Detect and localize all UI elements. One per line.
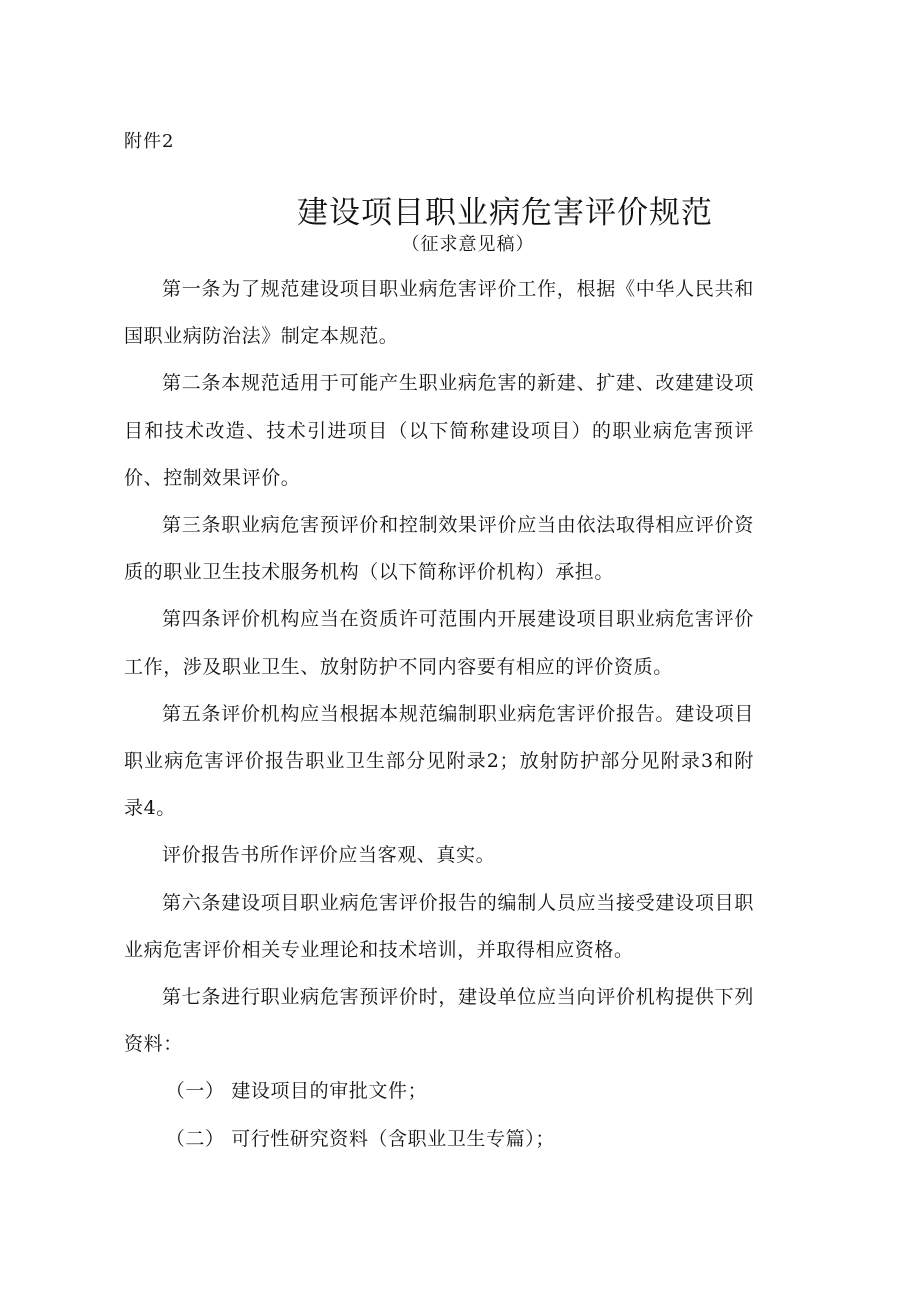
list-item-2: （二） 可行性研究资料（含职业卫生专篇）； — [165, 1127, 555, 1150]
article-7: 第七条进行职业病危害预评价时，建设单位应当向评价机构提供下列资料： — [124, 986, 754, 1056]
article-4: 第四条评价机构应当在资质许可范围内开展建设项目职业病危害评价工作，涉及职业卫生、放射防护不同内容要有相应的评价资质。 — [124, 608, 754, 678]
list-item-1: （一） 建设项目的审批文件； — [165, 1080, 428, 1103]
article-3: 第三条职业病危害预评价和控制效果评价应当由依法取得相应评价资质的职业卫生技术服务机构（以下简称评价机构）承担。 — [124, 514, 754, 584]
article-6: 第六条建设项目职业病危害评价报告的编制人员应当接受建设项目职业病危害评价相关专业理论和技术培训，并取得相应资格。 — [124, 891, 754, 961]
article-5: 第五条评价机构应当根据本规范编制职业病危害评价报告。建设项目职业病危害评价报告职业卫生部分见附录2；放射防护部分见附录3和附录4。 — [124, 702, 754, 820]
document-title: 建设项目职业病危害评价规范 — [297, 194, 713, 231]
article-2: 第二条本规范适用于可能产生职业病危害的新建、扩建、改建建设项目和技术改造、技术引进项目（以下简称建设项目）的职业病危害预评价、控制效果评价。 — [124, 372, 754, 489]
attachment-label: 附件2 — [124, 131, 175, 152]
article-1: 第一条为了规范建设项目职业病危害评价工作，根据《中华人民共和国职业病防治法》制定本规范。 — [124, 278, 754, 348]
document-body — [124, 266, 754, 1163]
document-subtitle: （征求意见稿） — [401, 234, 535, 255]
article-5-note: 评价报告书所作评价应当客观、真实。 — [162, 844, 496, 867]
